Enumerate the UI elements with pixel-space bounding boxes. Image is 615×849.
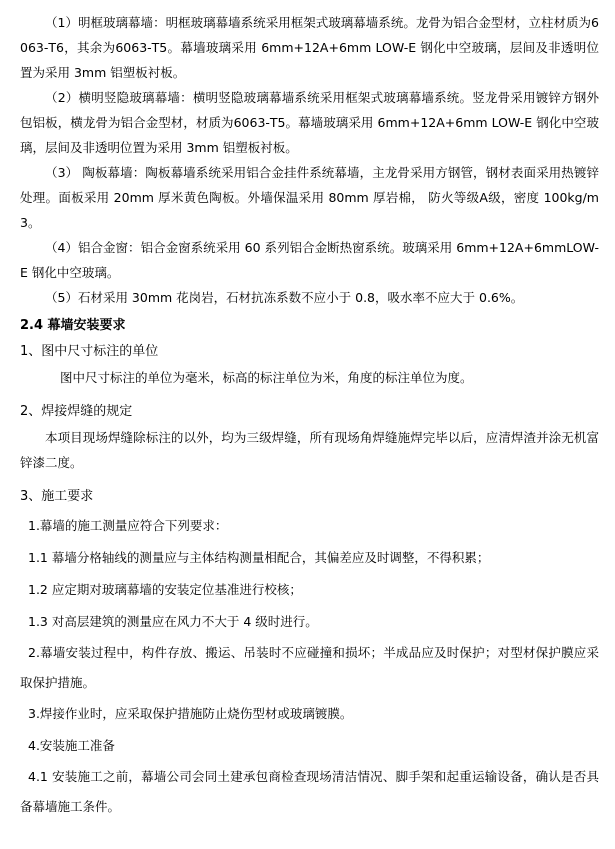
- requirement-line: 1.幕墙的施工测量应符合下列要求：: [28, 518, 228, 533]
- install-prep-body: 4.1 安装施工之前，幕墙公司会同土建承包商检查现场清洁情况、脚手架和起重运输设备，确认是否具备幕墙施工条件。: [20, 769, 599, 814]
- heading-dimension-units: 1、图中尺寸标注的单位: [20, 344, 159, 359]
- section-title: 2.4 幕墙安装要求: [20, 318, 126, 333]
- material-item-stone: （5）石材采用 30mm 花岗岩，石材抗冻系数不应小于 0.8，吸水率不应大于 0.6%。: [45, 290, 524, 305]
- requirement-line: 3.焊接作业时，应采取保护措施防止烧伤型材或玻璃镀膜。: [28, 706, 353, 721]
- material-item-exposed-frame: （1）明框玻璃幕墙：明框玻璃幕墙系统采用框架式玻璃幕墙系统。龙骨为铝合金型材，立柱材质为6063-T6，其余为6063-T5。幕墙玻璃采用 6mm+12A+6mm LOW-E 钢化中空玻璃，层间及非透明位置为采用 3mm 铝塑板衬板。: [20, 15, 599, 80]
- heading-construction-requirements: 3、施工要求: [20, 489, 94, 504]
- requirement-line: 1.2 应定期对玻璃幕墙的安装定位基准进行校核；: [28, 582, 302, 597]
- heading-weld-rules: 2、焊接焊缝的规定: [20, 404, 133, 419]
- material-item-hidden-frame: （2）横明竖隐玻璃幕墙：横明竖隐玻璃幕墙系统采用框架式玻璃幕墙系统。竖龙骨采用镀锌方钢外包铝板，横龙骨为铝合金型材，材质为6063-T5。幕墙玻璃采用 6mm+12A+6mm LOW-E 钢化中空玻璃，层间及非透明位置为采用 3mm 铝塑板衬板。: [20, 90, 599, 155]
- requirement-line: 1.1 幕墙分格轴线的测量应与主体结构测量相配合，其偏差应及时调整，不得积累；: [28, 550, 490, 565]
- material-item-terracotta: （3） 陶板幕墙：陶板幕墙系统采用铝合金挂件系统幕墙，主龙骨采用方钢管，钢材表面采用热镀锌处理。面板采用 20mm 厚米黄色陶板。外墙保温采用 80mm 厚岩棉， 防火等级A级，密度 100kg/m3。: [20, 165, 599, 230]
- material-item-aluminum-window: （4）铝合金窗：铝合金窗系统采用 60 系列铝合金断热窗系统。玻璃采用 6mm+12A+6mmLOW-E 钢化中空玻璃。: [20, 240, 599, 280]
- requirement-paragraph: 2.幕墙安装过程中，构件存放、搬运、吊装时不应碰撞和损坏；半成品应及时保护；对型材保护膜应采取保护措施。: [20, 645, 599, 690]
- heading-install-prep: 4.安装施工准备: [28, 738, 115, 753]
- dimension-units-body: 图中尺寸标注的单位为毫米，标高的标注单位为米，角度的标注单位为度。: [60, 370, 473, 385]
- requirement-line: 1.3 对高层建筑的测量应在风力不大于 4 级时进行。: [28, 614, 318, 629]
- weld-rules-body: 本项目现场焊缝除标注的以外，均为三级焊缝，所有现场角焊缝施焊完毕以后，应清焊渣并涂无机富锌漆二度。: [20, 430, 599, 470]
